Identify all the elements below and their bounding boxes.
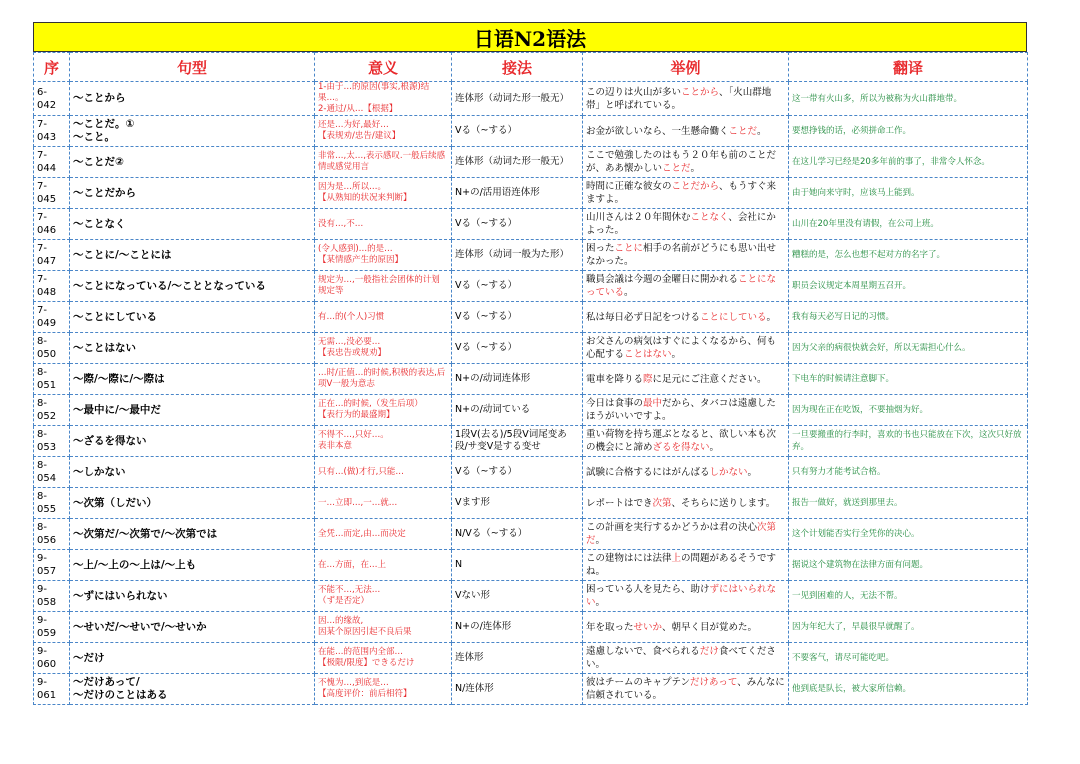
example-translation: 一旦要搬重的行李时，喜欢的书也只能放在下次，这次只好放弃。 <box>789 426 1028 457</box>
example-sentence <box>583 612 789 643</box>
table-row <box>34 674 1028 705</box>
grammar-pattern: ～しかない <box>70 457 315 488</box>
example-text: 相手の名前がどうにも思い出せなかった。 <box>586 243 777 267</box>
example-translation: 这一带有火山多，所以为被称为火山群地带。 <box>789 82 1028 116</box>
pattern-connection: Vる（~する） <box>452 457 583 488</box>
example-highlight: だけ <box>699 646 719 657</box>
example-highlight: ことに <box>614 243 644 254</box>
grammar-pattern: ～次第（しだい） <box>70 488 315 519</box>
table-row <box>34 147 1028 178</box>
example-sentence <box>583 488 789 519</box>
pattern-connection: Vる（~する） <box>452 302 583 333</box>
row-index: 9-061 <box>34 674 70 705</box>
row-index: 7-043 <box>34 116 70 147</box>
pattern-connection: 1段V(去る)/5段V词尾变あ段/サ变V是する变せ <box>452 426 583 457</box>
grammar-pattern: ～ことに/～ことには <box>70 240 315 271</box>
example-text: に足元にご注意ください。 <box>652 373 767 385</box>
grammar-pattern: ～上/～上の～上は/～上も <box>70 550 315 581</box>
example-translation: 一见到困难的人，无法不帮。 <box>789 581 1028 612</box>
example-text: 。 <box>690 163 701 174</box>
example-sentence <box>583 457 789 488</box>
row-index: 8-056 <box>34 519 70 550</box>
table-row <box>34 333 1028 364</box>
example-text: 。 <box>595 535 606 546</box>
row-index: 6-042 <box>34 82 70 116</box>
example-highlight: だけあって <box>690 677 738 688</box>
pattern-meaning: 在能…的范围内全部… 【极限/限度】できるだけ <box>315 643 452 674</box>
header-index: 序 <box>34 53 70 82</box>
row-index: 8-054 <box>34 457 70 488</box>
example-sentence <box>583 519 789 550</box>
grammar-pattern: ～最中に/～最中だ <box>70 395 315 426</box>
grammar-pattern: ～ことだから <box>70 178 315 209</box>
example-highlight: ことにしている <box>700 311 767 323</box>
example-text: 試験に合格するにはがんばる <box>586 466 710 478</box>
row-index: 9-058 <box>34 581 70 612</box>
example-text: 食べてください。 <box>586 646 776 670</box>
example-highlight: ことになっている <box>586 274 777 298</box>
pattern-meaning: 因…的缘故, 因某个原因引起不良后果 <box>315 612 452 643</box>
pattern-meaning: 不愧为…,到底是… 【高度评价：前后相符】 <box>315 674 452 705</box>
row-index: 8-052 <box>34 395 70 426</box>
pattern-meaning: 没有…,不… <box>315 209 452 240</box>
example-text: 。 <box>757 125 767 137</box>
example-text: 困っている人を見たら、助け <box>586 584 710 595</box>
header-pattern: 句型 <box>70 53 315 82</box>
pattern-connection: 连体形（动词た形一般无） <box>452 82 583 116</box>
example-highlight: ことから <box>681 86 720 98</box>
example-sentence <box>583 147 789 178</box>
example-sentence <box>583 209 789 240</box>
example-text: この辺りは火山が多い <box>586 86 682 98</box>
row-index: 7-047 <box>34 240 70 271</box>
example-translation: 因为现在正在吃饭，不要抽烟为好。 <box>789 395 1028 426</box>
example-text: 、朝早く目が覚めた。 <box>662 621 758 633</box>
table-row <box>34 395 1028 426</box>
example-translation: 由于她向来守时，应该马上能到。 <box>789 178 1028 209</box>
grammar-pattern: ～ことなく <box>70 209 315 240</box>
grammar-table <box>33 52 1028 705</box>
pattern-connection: N+の/动词连体形 <box>452 364 583 395</box>
example-text: 。 <box>766 311 777 323</box>
table-row <box>34 488 1028 519</box>
pattern-meaning: 1-由于…的原因(事实,根源)结果…。 2-通过/从…【根据】 <box>315 82 452 116</box>
example-sentence <box>583 271 789 302</box>
grammar-pattern: ～だけ <box>70 643 315 674</box>
pattern-meaning: 规定为…,一般指社会团体的计划规定等 <box>315 271 452 302</box>
example-text: 今日は食事の <box>586 398 644 409</box>
pattern-meaning: 还是…为好,最好… 【表规劝/忠告/建议】 <box>315 116 452 147</box>
example-text: だから、タバコは遠慮したほうがいいですよ。 <box>586 398 776 422</box>
grammar-pattern: ～ずにはいられない <box>70 581 315 612</box>
pattern-connection: N+の/活用语连体形 <box>452 178 583 209</box>
example-highlight: ずにはいられない <box>586 584 777 608</box>
example-text: この建物はには法律 <box>586 553 672 564</box>
example-text: 職員会議は今週の金曜日に開かれる <box>586 274 739 285</box>
example-sentence <box>583 581 789 612</box>
row-index: 7-048 <box>34 271 70 302</box>
grammar-pattern: ～ことだ。① ～こと。 <box>70 116 315 147</box>
table-row <box>34 240 1028 271</box>
grammar-pattern: ～際/～際に/～際は <box>70 364 315 395</box>
example-text: の問題があるそうですね。 <box>586 553 777 577</box>
grammar-pattern: ～だけあって/ ～だけのことはある <box>70 674 315 705</box>
example-sentence <box>583 82 789 116</box>
example-sentence <box>583 178 789 209</box>
table-row <box>34 116 1028 147</box>
pattern-meaning: 因为是…所以…。 【从熟知的状况来判断】 <box>315 178 452 209</box>
example-highlight: 最中 <box>643 398 663 409</box>
example-translation: 报告一做好，就送到那里去。 <box>789 488 1028 519</box>
pattern-meaning: 有…的(个人)习惯 <box>315 302 452 333</box>
grammar-sheet <box>33 22 1027 705</box>
grammar-pattern: ～ことから <box>70 82 315 116</box>
grammar-pattern: ～ことだ② <box>70 147 315 178</box>
example-highlight: 次第 <box>652 497 672 509</box>
example-highlight: ことはない <box>624 349 672 360</box>
example-text: お金が欲しいなら、一生懸命働く <box>586 125 729 137</box>
pattern-connection: N/Vる（~する） <box>452 519 583 550</box>
pattern-connection: Vる（~する） <box>452 116 583 147</box>
example-text: 、そちらに送りします。 <box>671 497 776 509</box>
pattern-connection: 连体形（动词た形一般无） <box>452 147 583 178</box>
example-highlight: しかない <box>709 466 748 478</box>
example-text: レポートはでき <box>586 497 653 509</box>
pattern-connection: N+の/动词ている <box>452 395 583 426</box>
example-text: 時間に正確な彼女の <box>586 181 672 192</box>
table-row <box>34 178 1028 209</box>
header-connection: 接法 <box>452 53 583 82</box>
example-translation: 职员会议规定本周星期五召开。 <box>789 271 1028 302</box>
table-row <box>34 426 1028 457</box>
row-index: 8-050 <box>34 333 70 364</box>
pattern-meaning: 一…立即…,一…就… <box>315 488 452 519</box>
example-text: 。 <box>671 349 682 360</box>
grammar-pattern: ～ざるを得ない <box>70 426 315 457</box>
pattern-connection: N+の/连体形 <box>452 612 583 643</box>
row-index: 9-057 <box>34 550 70 581</box>
pattern-meaning: …时/正值…的时候,积极的表达,后项V一般为意志 <box>315 364 452 395</box>
row-index: 8-055 <box>34 488 70 519</box>
example-text: この計画を実行するかどうかは君の決心 <box>586 522 758 533</box>
example-translation: 不要客气，请尽可能吃吧。 <box>789 643 1028 674</box>
row-index: 9-060 <box>34 643 70 674</box>
example-text: 。 <box>747 466 758 478</box>
example-translation: 因为年纪大了，早晨很早就醒了。 <box>789 612 1028 643</box>
example-sentence <box>583 333 789 364</box>
example-sentence <box>583 426 789 457</box>
example-text: 山川さんは２０年間休む <box>586 212 691 223</box>
grammar-pattern: ～ことになっている/～こととなっている <box>70 271 315 302</box>
example-translation: 因为父亲的病很快就会好，所以无需担心什么。 <box>789 333 1028 364</box>
example-text: 困った <box>586 243 615 254</box>
grammar-pattern: ～ことにしている <box>70 302 315 333</box>
table-row <box>34 209 1028 240</box>
example-translation: 他到底是队长，被大家所信赖。 <box>789 674 1028 705</box>
table-row <box>34 271 1028 302</box>
example-text: お父さんの病気はすぐによくなるから、何も心配する <box>586 336 777 360</box>
example-text: 彼はチームのキャプテン <box>586 677 691 688</box>
example-translation: 这个计划能否实行全凭你的决心。 <box>789 519 1028 550</box>
example-text: ここで勉強したのはもう２０年も前のことだが、ああ懐かしい <box>586 150 777 174</box>
pattern-meaning: 无需…,没必要… 【表忠告或规劝】 <box>315 333 452 364</box>
pattern-meaning: 不能不…,无法… （ず是否定） <box>315 581 452 612</box>
example-sentence <box>583 643 789 674</box>
row-index: 7-045 <box>34 178 70 209</box>
pattern-meaning: 只有…(做)才行,只能… <box>315 457 452 488</box>
grammar-pattern: ～ことはない <box>70 333 315 364</box>
example-sentence <box>583 364 789 395</box>
row-index: 7-046 <box>34 209 70 240</box>
example-text: 年を取った <box>586 621 634 633</box>
example-translation: 在这儿学习已经是20多年前的事了，非常令人怀念。 <box>789 147 1028 178</box>
row-index: 7-044 <box>34 147 70 178</box>
pattern-connection: 连体形 <box>452 643 583 674</box>
example-text: 私は毎日必ず日記をつける <box>586 311 701 323</box>
example-highlight: 上 <box>671 553 682 564</box>
example-text: 、「火山群地帯」と呼ばれている。 <box>586 86 772 111</box>
example-sentence <box>583 116 789 147</box>
example-sentence <box>583 550 789 581</box>
example-text: 、会社にかよった。 <box>586 212 776 236</box>
example-text: 、もうすぐ来ますよ。 <box>586 181 777 205</box>
example-highlight: ざるを得ない <box>652 442 710 453</box>
grammar-pattern: ～次第だ/～次第で/～次第では <box>70 519 315 550</box>
example-highlight: ことだから <box>671 181 720 192</box>
row-index: 7-049 <box>34 302 70 333</box>
pattern-meaning: 非常…,太…,表示感叹.一般后续感情或感觉用言 <box>315 147 452 178</box>
table-row <box>34 612 1028 643</box>
table-row <box>34 457 1028 488</box>
example-highlight: 際 <box>643 373 653 385</box>
page-title: 日语N2语法 <box>33 22 1027 52</box>
pattern-connection: Vます形 <box>452 488 583 519</box>
example-highlight: ことだ <box>728 125 758 137</box>
pattern-connection: N/连体形 <box>452 674 583 705</box>
table-row <box>34 550 1028 581</box>
pattern-connection: N <box>452 550 583 581</box>
pattern-connection: Vる（~する） <box>452 209 583 240</box>
example-translation: 要想挣钱的话，必须拼命工作。 <box>789 116 1028 147</box>
table-row <box>34 82 1028 116</box>
example-text: 重い荷物を持ち運ぶとなると、欲しい本も次の機会にと諦め <box>586 429 777 453</box>
example-text: 。 <box>624 287 634 298</box>
header-example: 举例 <box>583 53 789 82</box>
example-text: 。 <box>709 442 720 453</box>
example-sentence <box>583 302 789 333</box>
example-sentence <box>583 240 789 271</box>
table-header-row <box>34 53 1028 82</box>
pattern-connection: Vる（~する） <box>452 333 583 364</box>
pattern-meaning: 不得不…,只好…。 表非本意 <box>315 426 452 457</box>
table-row <box>34 581 1028 612</box>
pattern-connection: Vない形 <box>452 581 583 612</box>
example-translation: 糟糕的是，怎么也想不起对方的名字了。 <box>789 240 1028 271</box>
table-row <box>34 302 1028 333</box>
example-sentence <box>583 395 789 426</box>
example-translation: 山川在20年里没有请假，在公司上班。 <box>789 209 1028 240</box>
grammar-pattern: ～せいだ/～せいで/～せいか <box>70 612 315 643</box>
table-row <box>34 643 1028 674</box>
example-translation: 下电车的时候请注意脚下。 <box>789 364 1028 395</box>
pattern-meaning: 正在…的时候,（发生后项） 【表行为的最盛期】 <box>315 395 452 426</box>
header-translation: 翻译 <box>789 53 1028 82</box>
pattern-meaning: 在…方面，在…上 <box>315 550 452 581</box>
row-index: 8-053 <box>34 426 70 457</box>
example-highlight: 次第だ <box>586 522 777 546</box>
row-index: 9-059 <box>34 612 70 643</box>
header-meaning: 意义 <box>315 53 452 82</box>
example-text: 遠慮しないで、食べられる <box>586 646 700 657</box>
example-sentence <box>583 674 789 705</box>
pattern-connection: 连体形（动词一般为た形） <box>452 240 583 271</box>
example-translation: 我有每天必写日记的习惯。 <box>789 302 1028 333</box>
example-highlight: せいか <box>633 621 663 633</box>
pattern-connection: Vる（~する） <box>452 271 583 302</box>
table-row <box>34 364 1028 395</box>
example-text: 、みんなに信頼されている。 <box>586 677 785 701</box>
pattern-meaning: 全凭…而定,由…而决定 <box>315 519 452 550</box>
row-index: 8-051 <box>34 364 70 395</box>
example-text: 電車を降りる <box>586 373 644 385</box>
example-translation: 只有努力才能考试合格。 <box>789 457 1028 488</box>
example-translation: 据说这个建筑物在法律方面有问题。 <box>789 550 1028 581</box>
example-text: 。 <box>595 597 606 608</box>
pattern-meaning: (令人感到)…的是… 【某情感产生的原因】 <box>315 240 452 271</box>
example-highlight: ことなく <box>690 212 729 223</box>
example-highlight: ことだ <box>662 163 691 174</box>
table-row <box>34 519 1028 550</box>
